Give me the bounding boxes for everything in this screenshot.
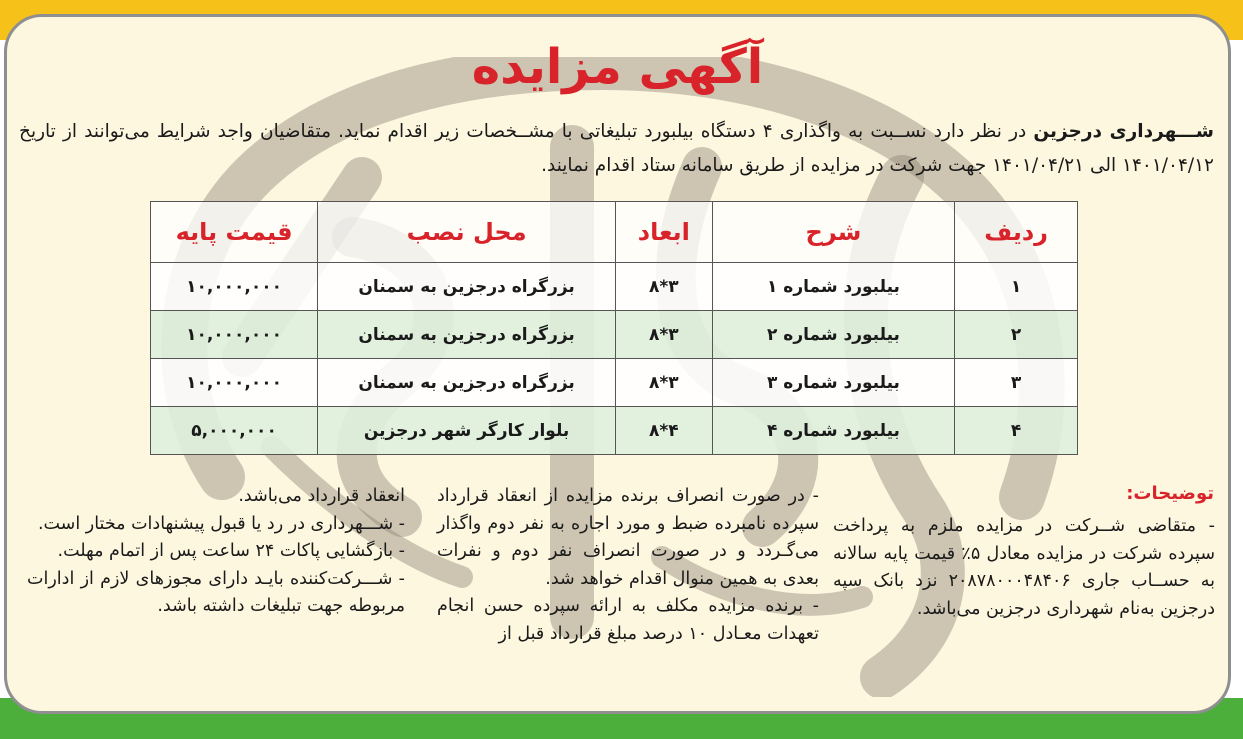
table-row [151, 359, 1078, 407]
table-row [151, 407, 1078, 455]
note-paragraph: - برنده مزایده مکلف به ارائه سپرده حسن انجام تعهدات معـادل ۱۰ درصد مبلغ قرارداد قبل از [437, 596, 819, 644]
cell-radif: ۴ [955, 407, 1078, 455]
cell-mahal: بزرگراه درجزین به سمنان [318, 311, 616, 359]
note-paragraph: - متقاضی شــرکت در مزایده ملزم به پرداخت سپرده شرکت در مزایده معادل ۵٪ قیمت پایه سالانه به حســاب جاری ۲۰۸۷۸۰۰۰۴۸۴۰۶ نزد بانک سپه درجزین به‌نام شهرداری درجزین می‌باشد. [833, 516, 1215, 619]
cell-gheymat: ۱۰,۰۰۰,۰۰۰ [151, 311, 318, 359]
notes-column-3 [27, 483, 405, 621]
cell-abad: ۳*۸ [616, 263, 713, 311]
intro-text: در نظر دارد نســبت به واگذاری ۴ دستگاه بیلبورد تبلیغاتی با مشــخصات زیر اقدام نماید. متقاضیان واجد شرایط می‌توانند از تاریخ ۱۴۰۱/۰۴/۱۲ الی ۱۴۰۱/۰۴/۲۱ جهت شرکت در مزایده از طریق سامانه ستاد اقدام نمایند. [19, 121, 1214, 176]
cell-mahal: بزرگراه درجزین به سمنان [318, 359, 616, 407]
cell-sharh: بیلبورد شماره ۱ [712, 263, 955, 311]
billboard-table [150, 201, 1078, 455]
note-paragraph: - بازگشایی پاکات ۲۴ ساعت پس از اتمام مهلت. [57, 541, 405, 561]
cell-radif: ۲ [955, 311, 1078, 359]
cell-sharh: بیلبورد شماره ۳ [712, 359, 955, 407]
header-sharh: شرح [712, 202, 955, 263]
notes-column-2 [437, 483, 819, 648]
cell-radif: ۱ [955, 263, 1078, 311]
header-radif: ردیف [955, 202, 1078, 263]
cell-gheymat: ۱۰,۰۰۰,۰۰۰ [151, 359, 318, 407]
note-paragraph: - شـــهرداری در رد یا قبول پیشنهادات مختار است. [37, 513, 405, 534]
cell-sharh: بیلبورد شماره ۲ [712, 311, 955, 359]
note-paragraph: - شـــرکت‌کننده بایـد دارای مجوزهای لازم از ادارات مربوطه جهت تبلیغات داشته باشد. [27, 568, 405, 616]
table-row [151, 263, 1078, 311]
note-paragraph: - در صورت انصراف برنده مزایده از انعقاد قرارداد سپرده نامبرده ضبط و مورد اجاره به نفر دوم واگذار می‌گـردد و در صورت انصراف نفر دوم و نفرات بعدی به همین منوال اقدام خواهد شد. [437, 486, 819, 589]
notes-heading: توضیحات: [1126, 483, 1214, 504]
cell-mahal: بلوار کارگر شهر درجزین [318, 407, 616, 455]
header-gheymat: قیمت پایه [151, 202, 318, 263]
cell-abad: ۳*۸ [616, 359, 713, 407]
note-paragraph: انعقاد قرارداد می‌باشد. [238, 486, 405, 506]
cell-abad: ۳*۸ [616, 311, 713, 359]
cell-radif: ۳ [955, 359, 1078, 407]
notes-column-1 [833, 513, 1215, 623]
cell-abad: ۴*۸ [616, 407, 713, 455]
intro-paragraph [19, 115, 1214, 183]
table-header-row [151, 202, 1078, 263]
cell-gheymat: ۵,۰۰۰,۰۰۰ [151, 407, 318, 455]
header-mahal: محل نصب [318, 202, 616, 263]
cell-gheymat: ۱۰,۰۰۰,۰۰۰ [151, 263, 318, 311]
table-row [151, 311, 1078, 359]
cell-mahal: بزرگراه درجزین به سمنان [318, 263, 616, 311]
municipality-name: شـــهرداری درجزین [1033, 121, 1214, 142]
notice-title: آگهی مزایده [471, 39, 764, 95]
header-abad: ابعاد [616, 202, 713, 263]
cell-sharh: بیلبورد شماره ۴ [712, 407, 955, 455]
notice-card [4, 14, 1231, 714]
